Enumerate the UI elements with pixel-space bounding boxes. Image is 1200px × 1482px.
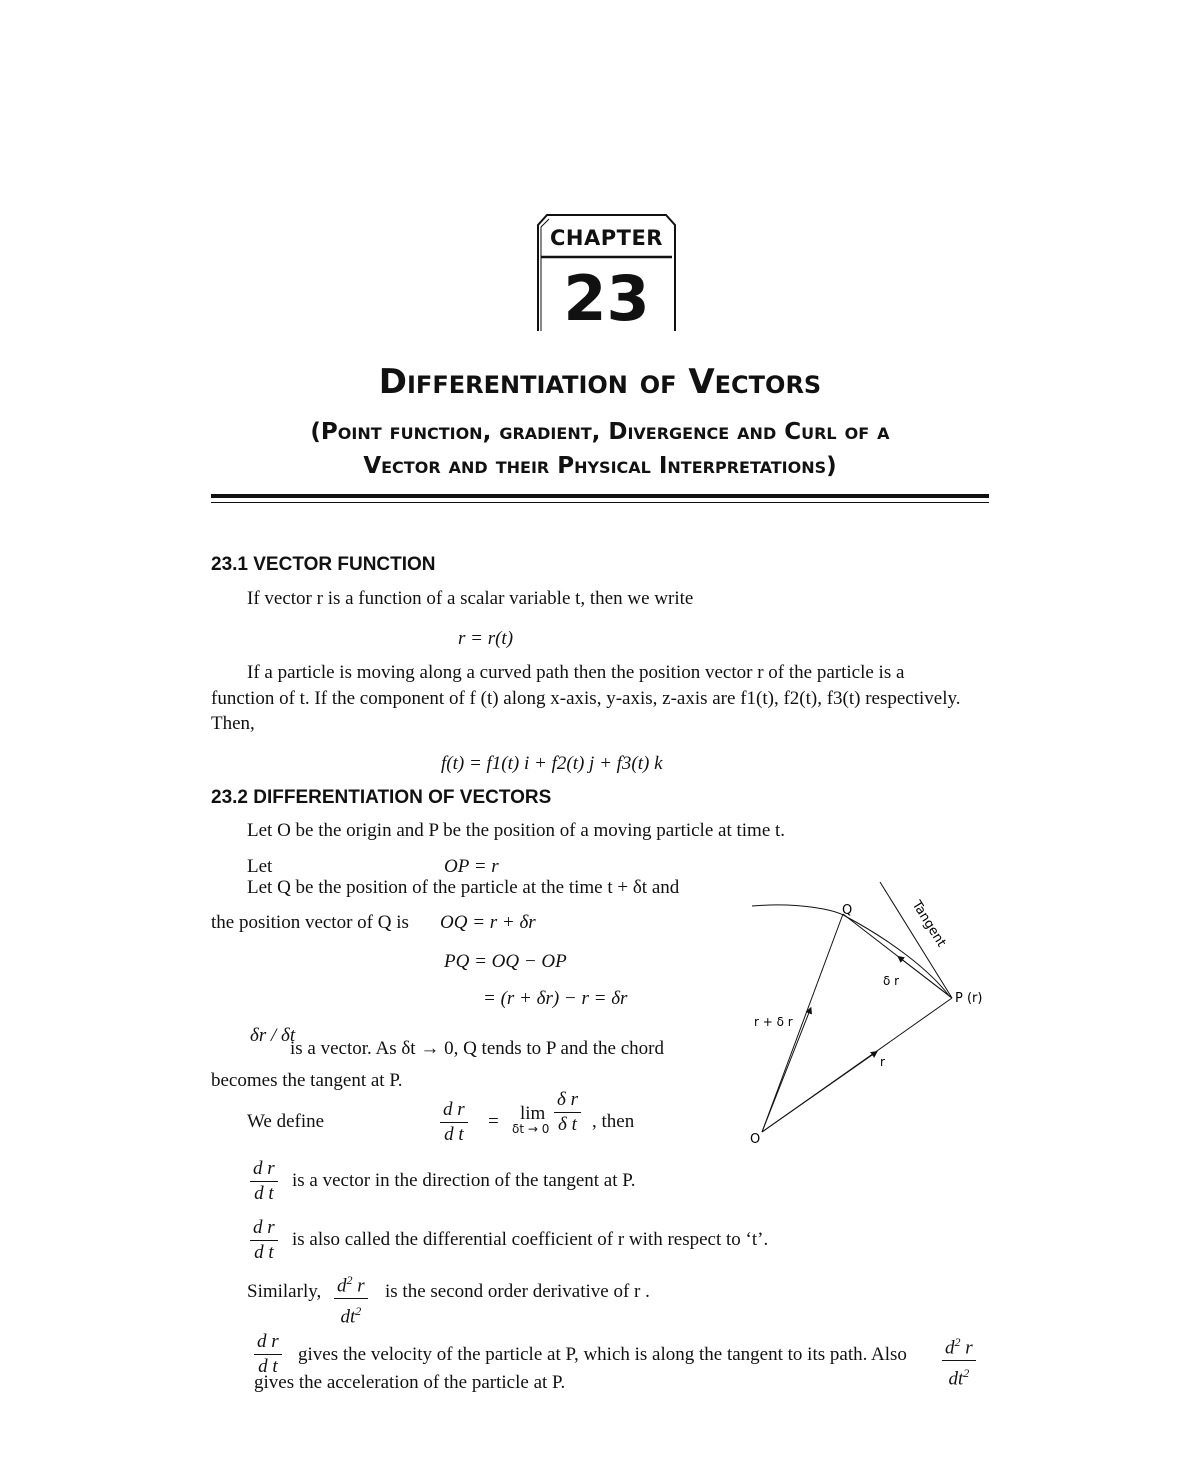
- label-q: Q: [842, 903, 853, 918]
- statement-acceleration: gives the acceleration of the particle at P.: [254, 1372, 566, 1393]
- label-dr: δ r: [883, 974, 900, 988]
- title-rule-thin: [211, 502, 989, 503]
- paragraph: If a particle is moving along a curved path then the position vector r of the particle is a: [247, 662, 905, 683]
- equation-pq: PQ = OQ − OP: [444, 951, 567, 972]
- paragraph: is a vector. As δt → 0, Q tends to P and the chord: [290, 1038, 664, 1059]
- label-tangent: Tangent: [908, 898, 949, 950]
- vector-diagram: [740, 870, 1000, 1160]
- fraction-dr-dt-3: $\frac{\text{d r}}{\text{d t}}$: [250, 1216, 278, 1265]
- label-let: Let: [247, 856, 273, 877]
- section-heading-23-2: 23.2 DIFFERENTIATION OF VECTORS: [211, 787, 552, 808]
- paragraph: Let O be the origin and P be the position of a moving particle at time t.: [247, 820, 786, 841]
- equation-f-of-t: f(t) = f1(t) i + f2(t) j + f3(t) k: [441, 753, 663, 774]
- chapter-title: Differentiation of Vectors: [378, 362, 822, 402]
- paragraph: function of t. If the component of f (t) along x-axis, y-axis, z-axis are f1(t), f2(t), f3(t) respectively.: [211, 688, 961, 709]
- paragraph: Let Q be the position of the particle at the time t + δt and: [247, 877, 680, 898]
- section-heading-23-1: 23.1 VECTOR FUNCTION: [211, 554, 436, 575]
- statement-second-derivative: is the second order derivative of r .: [385, 1281, 650, 1302]
- equation-r-of-t: r = r(t): [458, 628, 514, 649]
- chapter-number: 23: [563, 262, 650, 335]
- paragraph: becomes the tangent at P.: [211, 1070, 403, 1091]
- paragraph: If vector r is a function of a scalar variable t, then we write: [247, 588, 694, 609]
- fraction-d2r-dt2-2: $\frac{d^2 r}{dt^2}$: [942, 1330, 976, 1392]
- label-o: O: [750, 1132, 761, 1147]
- chapter-subtitle-line2: Vector and their Physical Interpretations): [363, 453, 837, 479]
- label-p: P (r): [955, 991, 983, 1006]
- lim-text: lim: [520, 1103, 546, 1124]
- equation-pq-expanded: = (r + δr) − r = δr: [483, 988, 628, 1009]
- paragraph: the position vector of Q is: [211, 912, 409, 933]
- paragraph: Then,: [211, 713, 255, 734]
- equation-oq: OQ = r + δr: [440, 912, 536, 933]
- statement-tangent: is a vector in the direction of the tangent at P.: [292, 1170, 636, 1191]
- fraction-dr-dt: $\frac{\text{d r}}{\text{d t}}$: [440, 1098, 468, 1147]
- fraction-dr-dt-2: $\frac{\text{d r}}{\text{d t}}$: [250, 1157, 278, 1206]
- label-then: , then: [592, 1111, 635, 1132]
- fraction-dr-dt-4: $\frac{\text{d r}}{\text{d t}}$: [254, 1330, 282, 1379]
- label-r-plus-dr: r + δ r: [754, 1015, 793, 1029]
- chapter-label: CHAPTER: [550, 226, 663, 250]
- equation-op: OP = r: [444, 856, 499, 877]
- label-similarly: Similarly,: [247, 1281, 322, 1302]
- equals-sign: =: [488, 1111, 499, 1132]
- label-r: r: [880, 1055, 885, 1069]
- fraction-d2r-dt2: $\frac{d^2 r}{dt^2}$: [334, 1268, 368, 1330]
- fraction-delta-r-delta-t: δr / δt: [250, 1025, 296, 1046]
- label-we-define: We define: [247, 1111, 325, 1132]
- title-rule-thick: [211, 494, 989, 498]
- statement-velocity: gives the velocity of the particle at P, which is along the tangent to its path. Also: [298, 1344, 907, 1365]
- lim-fraction: $\frac{\text{δ r}}{\text{δ t}}$: [554, 1088, 581, 1137]
- chapter-subtitle-line1: (Point function, gradient, Divergence and Curl of a: [310, 419, 890, 445]
- statement-differential-coefficient: is also called the differential coefficient of r with respect to ‘t’.: [292, 1229, 769, 1250]
- lim-subscript: δt → 0: [512, 1122, 550, 1136]
